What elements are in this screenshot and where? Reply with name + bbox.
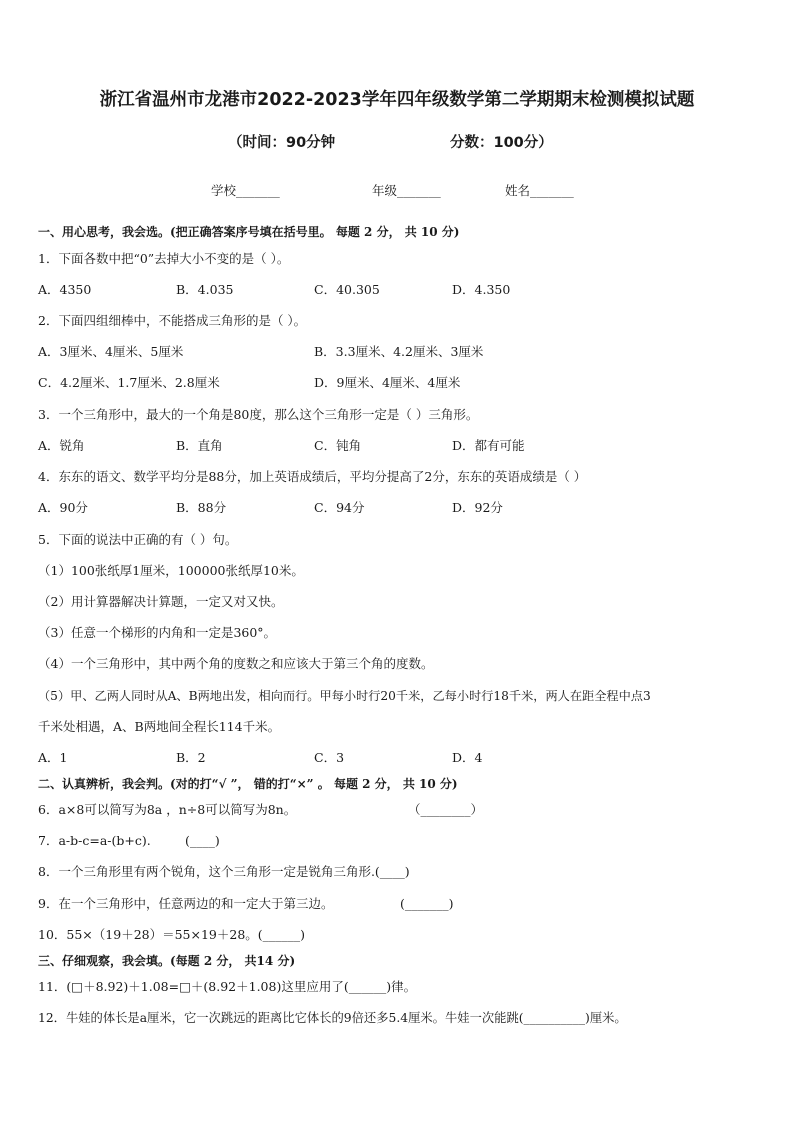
- section3-heading: 三、仔细观察，我会填。(每题 2 分， 共14 分): [38, 954, 296, 968]
- q10-stem: 10．55×（19＋28）＝55×19＋28。(______): [38, 927, 306, 942]
- exam-title: 浙江省温州市龙港市2022-2023学年四年级数学第二学期期末检测模拟试题: [99, 90, 695, 110]
- q12-stem: 12．牛娃的体长是a厘米，它一次跳远的距离比它体长的9倍还多5.4厘米。牛娃一次能跳(__________)厘米。: [38, 1011, 627, 1025]
- q5-statement-1: （1）100张纸厚1厘米，100000张纸厚10米。: [38, 563, 304, 578]
- q5-option-c: C．3: [314, 750, 345, 765]
- q8-stem: 8．一个三角形里有两个锐角，这个三角形一定是锐角三角形.(____): [38, 864, 410, 879]
- section2-heading: 二、认真辨析，我会判。(对的打“√ ”， 错的打“×” 。 每题 2 分， 共 10 分): [38, 777, 458, 791]
- q1-option-b: B．4.035: [176, 282, 234, 297]
- exam-time: （时间：90分钟: [228, 135, 336, 151]
- q3-stem: 3．一个三角形中，最大的一个角是80度，那么这个三角形一定是（ ）三角形。: [38, 407, 479, 422]
- q9-stem: 9．在一个三角形中，任意两边的和一定大于第三边。: [38, 896, 334, 911]
- q5-statement-5-cont: 千米处相遇，A、B两地间全程长114千米。: [38, 719, 281, 734]
- q3-option-b: B．直角: [176, 438, 223, 453]
- q5-statement-2: （2）用计算器解决计算题，一定又对又快。: [38, 594, 284, 609]
- q1-stem: 1．下面各数中把“0”去掉大小不变的是（ ）。: [38, 251, 290, 266]
- q5-statement-4: （4）一个三角形中，其中两个角的度数之和应该大于第三个角的度数。: [38, 656, 434, 671]
- q2-option-c: C．4.2厘米、1.7厘米、2.8厘米: [38, 375, 220, 390]
- q5-option-d: D．4: [452, 750, 483, 765]
- q3-option-c: C．钝角: [314, 438, 362, 453]
- q2-option-b: B．3.3厘米、4.2厘米、3厘米: [314, 344, 484, 359]
- q7-answer-blank[interactable]: (____): [185, 833, 220, 848]
- q2-option-a: A．3厘米、4厘米、5厘米: [38, 344, 184, 359]
- q2-stem: 2．下面四组细棒中，不能搭成三角形的是（ ）。: [38, 313, 307, 328]
- school-field: 学校_______: [211, 183, 280, 198]
- q6-answer-blank[interactable]: （________）: [408, 802, 484, 817]
- q5-statement-3: （3）任意一个梯形的内角和一定是360°。: [38, 625, 277, 640]
- q5-stem: 5．下面的说法中正确的有（ ）句。: [38, 532, 238, 547]
- q1-option-d: D．4.350: [452, 282, 511, 297]
- q4-option-a: A．90分: [38, 500, 88, 515]
- q7-stem: 7．a-b-c=a-(b+c).: [38, 833, 151, 848]
- q4-option-d: D．92分: [452, 500, 503, 515]
- q4-option-c: C．94分: [314, 500, 365, 515]
- exam-score: 分数：100分）: [450, 135, 553, 151]
- q5-option-b: B．2: [176, 750, 206, 765]
- q3-option-a: A．锐角: [38, 438, 85, 453]
- q2-option-d: D．9厘米、4厘米、4厘米: [314, 375, 461, 390]
- section1-heading: 一、用心思考，我会选。(把正确答案序号填在括号里。 每题 2 分， 共 10 分): [38, 225, 460, 239]
- q5-option-a: A．1: [38, 750, 68, 765]
- q4-option-b: B．88分: [176, 500, 227, 515]
- q6-stem: 6．a×8可以简写为8a ，n÷8可以简写为8n。: [38, 802, 297, 817]
- q3-option-d: D．都有可能: [452, 438, 525, 453]
- q4-stem: 4．东东的语文、数学平均分是88分，加上英语成绩后，平均分提高了2分，东东的英语成绩是（ ）: [38, 469, 587, 484]
- q9-answer-blank[interactable]: (_______): [400, 896, 454, 911]
- q5-statement-5: （5）甲、乙两人同时从A、B两地出发，相向而行。甲每小时行20千米，乙每小时行18千米，两人在距全程中点3: [38, 689, 651, 703]
- name-field: 姓名_______: [505, 183, 574, 198]
- q1-option-a: A．4350: [38, 282, 92, 297]
- q11-stem: 11．(□＋8.92)＋1.08=□＋(8.92＋1.08)这里应用了(______)律。: [38, 979, 417, 994]
- q1-option-c: C．40.305: [314, 282, 380, 297]
- grade-field: 年级_______: [372, 183, 441, 198]
